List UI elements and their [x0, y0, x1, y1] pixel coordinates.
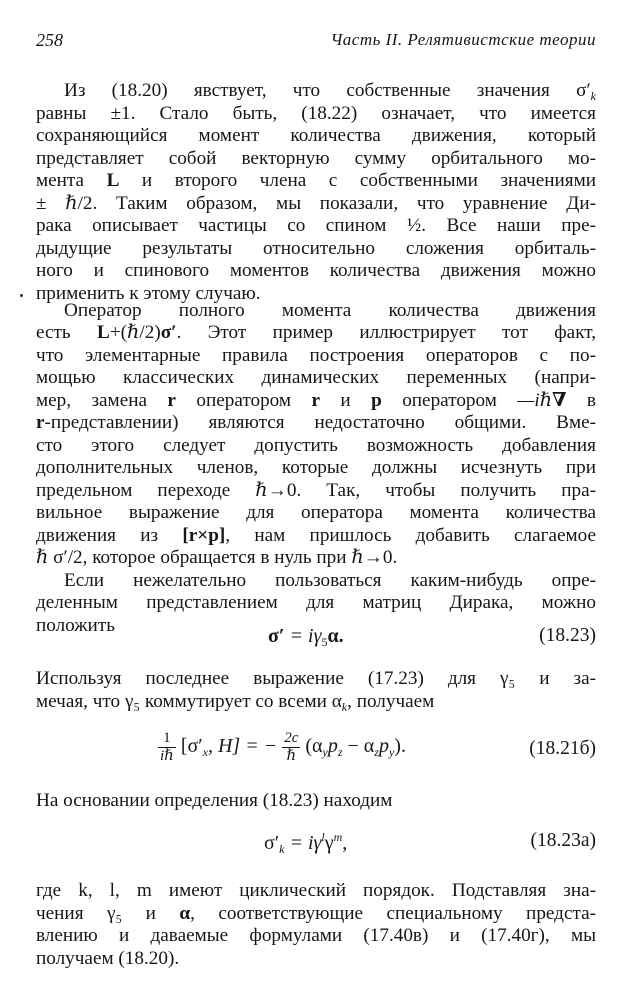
paragraph-2-line-5: мер, замена r оператором r и p оператором —iℏ∇ в — [36, 390, 596, 411]
page-number: 258 — [36, 30, 63, 50]
paragraph-4-line-1: Используя последнее выражение (17.23) для γ₅ и за- — [36, 668, 596, 689]
page-header — [36, 30, 596, 58]
paragraph-2-line-4: мощью классических динамических переменных (напри- — [36, 367, 596, 388]
equation-body: $\frac{1}{\text{iℏ}}$ [$\sigma'_x$, H] = − $\frac{2c}{\text{ℏ}}$ $(\alpha_yp_z - \alpha_zp_y)$. — [160, 730, 406, 764]
paragraph-2-line-12: ℏ σ′/2, которое обращается в нуль при ℏ→0. — [36, 547, 398, 568]
paragraph-2-line-2: есть L+(ℏ/2)σ′. Этот пример иллюстрирует тот факт, — [36, 322, 596, 343]
paragraph-6-line-4: получаем (18.20). — [36, 948, 180, 969]
equation-number: (18.23) — [539, 625, 596, 646]
fraction-1-over-ih: $\frac{1}{\text{iℏ}}$ — [160, 730, 174, 764]
running-head: Часть II. Релятивистские теории — [330, 30, 596, 49]
paragraph-6-line-2: чения γ₅ и α, соответствующие специальному предста- — [36, 903, 596, 924]
paragraph-1-line-8: дыдущие результаты относительно сложения орбиталь- — [36, 238, 596, 259]
paragraph-1-line-1: Из (18.20) явствует, что собственные значения $\sigma'_k$ — [64, 80, 596, 103]
paragraph-3-line-3: положить — [36, 615, 115, 636]
equation-body: $\sigma'_k = i\gamma^l\gamma^m$, — [264, 830, 348, 856]
paragraph-1-line-6: ± ℏ/2. Таким образом, мы показали, что уравнение Ди- — [36, 193, 596, 214]
paragraph-1-line-7: рака описывает частицы со спином ½. Все наши пре- — [36, 215, 596, 236]
paragraph-5-line-1: На основании определения (18.23) находим — [36, 790, 393, 811]
paragraph-2-line-6: r-представлении) являются недостаточно общими. Вме- — [36, 412, 596, 433]
paragraph-2-line-9: предельном переходе ℏ→0. Так, чтобы получить пра- — [36, 480, 596, 501]
print-speck — [20, 294, 23, 297]
paragraph-6-line-1: где k, l, m имеют циклический порядок. Подставляя зна- — [36, 880, 596, 901]
equation-number: (18.21б) — [529, 738, 596, 759]
equation-18-23a — [36, 830, 596, 870]
equation-body: $\sigma' = i\gamma_5\alpha$. — [268, 625, 344, 649]
paragraph-3-line-2: деленным представлением для матриц Дирака, можно — [36, 592, 596, 613]
paragraph-1-line-3: сохраняющийся момент количества движения, который — [36, 125, 596, 146]
paragraph-1-line-4: представляет собой векторную сумму орбитального мо- — [36, 148, 596, 169]
equation-number: (18.23а) — [530, 830, 596, 851]
paragraph-2-line-3: что элементарные правила построения операторов с по- — [36, 345, 596, 366]
paragraph-2-line-1: Оператор полного момента количества движения — [64, 300, 596, 321]
paragraph-2-line-7: сто этого следует допустить возможность добавления — [36, 435, 596, 456]
paragraph-1-line-10: применить к этому случаю. — [36, 283, 261, 304]
paragraph-1-line-2: равны ±1. Стало быть, (18.22) означает, что имеется — [36, 103, 596, 124]
paragraph-2-line-8: дополнительных членов, которые должны исчезнуть при — [36, 457, 596, 478]
paragraph-3-line-1: Если нежелательно пользоваться каким-нибудь опре- — [64, 570, 596, 591]
paragraph-6-line-3: влению и даваемые формулами (17.40в) и (17.40г), мы — [36, 925, 596, 946]
equation-18-21b — [36, 728, 596, 774]
paragraph-2-line-10: вильное выражение для оператора момента количества — [36, 502, 596, 523]
paragraph-2-line-11: движения из [r×p], нам пришлось добавить слагаемое — [36, 525, 597, 546]
paragraph-1-line-9: ного и спинового моментов количества движения можно — [36, 260, 596, 281]
paragraph-1-line-5: мента L и второго члена с собственными значениями — [36, 170, 596, 191]
paragraph-4-line-2: мечая, что γ₅ коммутирует со всеми $\alpha_k$, получаем — [36, 691, 435, 714]
equation-18-23 — [36, 625, 596, 665]
fraction-2c-over-h: $\frac{2c}{\text{ℏ}}$ — [284, 730, 299, 764]
